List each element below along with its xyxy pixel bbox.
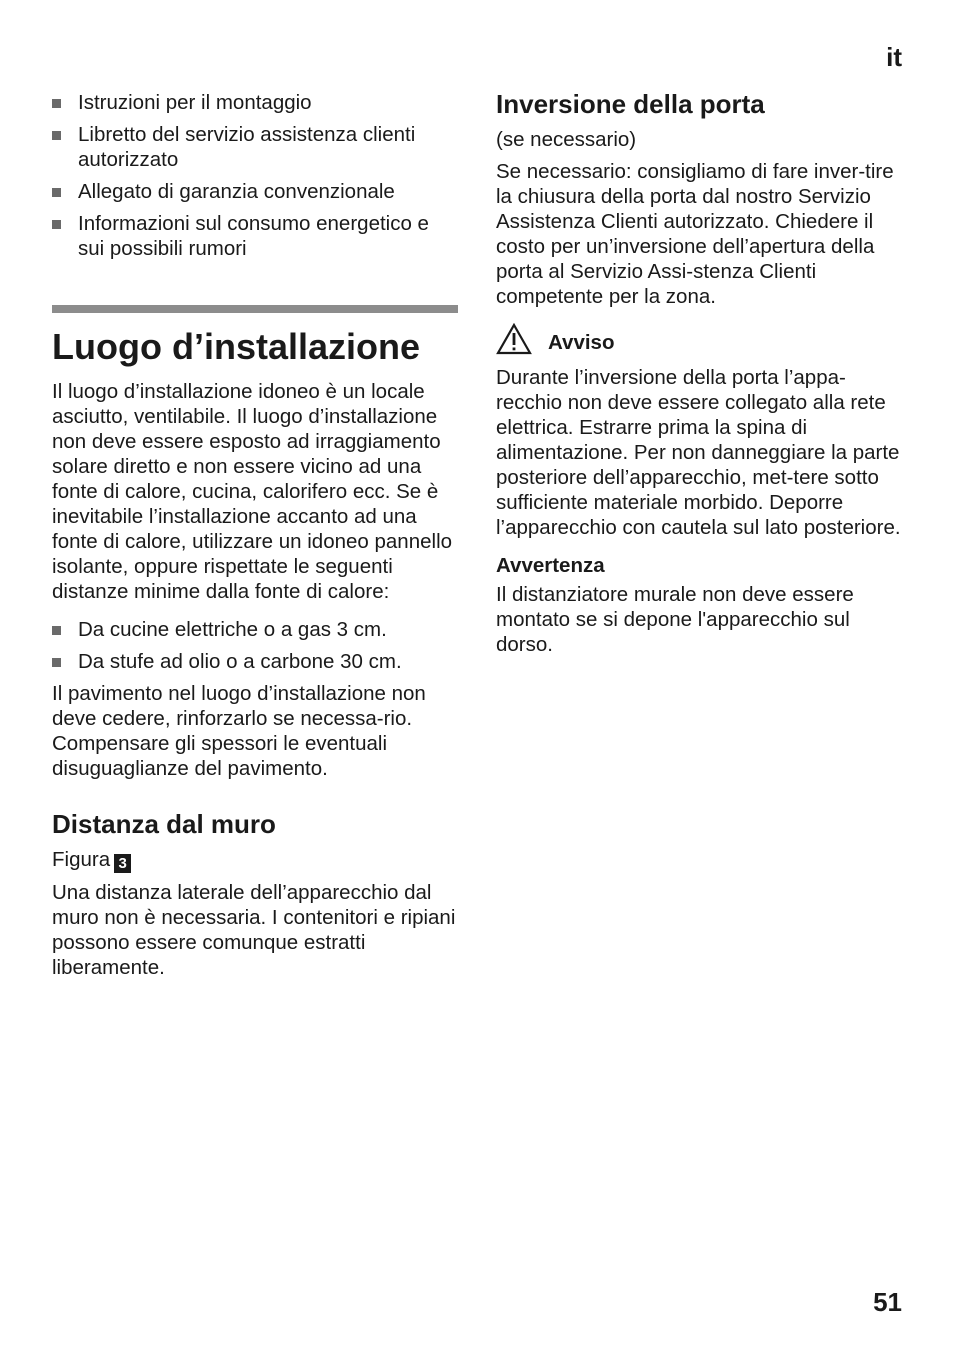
bullet-square-icon: [52, 131, 61, 140]
warning-triangle-icon: [496, 323, 532, 355]
warning-paragraph: Durante l’inversione della porta l’appa-recchio non deve essere collegato alla rete elettrica. Estrarre prima la spina di alimentazione. Per non danneggiare la parte posteriore dell’apparecchio, met-tere sotto sufficiente materiale morbido. Deporre l’apparecchio con cautela sul lato posteriore.: [496, 366, 901, 539]
list-item: Da stufe ad olio o a carbone 30 cm.: [52, 649, 458, 674]
list-item: Da cucine elettriche o a gas 3 cm.: [52, 617, 458, 642]
language-code: it: [886, 42, 902, 72]
door-reversal-title: Inversione della porta: [496, 89, 765, 119]
warning-heading: [496, 323, 902, 355]
page-number: 51: [873, 1287, 902, 1317]
section-divider: [52, 305, 458, 313]
bullet-square-icon: [52, 658, 61, 667]
accessories-list: [52, 90, 458, 261]
list-item: Istruzioni per il montaggio: [52, 90, 458, 115]
list-item: Allegato di garanzia convenzionale: [52, 179, 458, 204]
installation-paragraph: Il luogo d’installazione idoneo è un locale asciutto, ventilabile. Il luogo d’installazione non deve essere esposto ad irraggiamento solare diretto e non essere vicino ad una fonte di calore, cucina, calorifero ecc. Se è inevitabile l’installazione accanto ad una fonte di calore, utilizzare un idoneo pannello isolante, oppure rispettate le seguenti distanze minime dalla fonte di calore:: [52, 380, 453, 603]
door-reversal-paragraph: Se necessario: consigliamo di fare inver-tire la chiusura della porta dal nostro Servizio Assistenza Clienti autorizzato. Chiedere il costo per un’inversione dell’apertura della porta al Servizio Assi-stenza Clienti competente per la zona.: [496, 160, 894, 308]
figure-reference: Figura 3: [52, 847, 458, 873]
bullet-square-icon: [52, 99, 61, 108]
warning-label: Avviso: [548, 331, 615, 354]
bullet-square-icon: [52, 220, 61, 229]
wall-distance-title: Distanza dal muro: [52, 809, 276, 839]
bullet-square-icon: [52, 626, 61, 635]
list-item: Libretto del servizio assistenza clienti autorizzato: [52, 122, 458, 172]
section-title: Luogo d’installazione: [52, 326, 420, 367]
note-paragraph: Il distanziatore murale non deve essere montato se si depone l'apparecchio sul dorso.: [496, 583, 854, 656]
list-item: Informazioni sul consumo energetico e sui possibili rumori: [52, 211, 458, 261]
note-label: Avvertenza: [496, 554, 605, 577]
wall-distance-paragraph: Una distanza laterale dell’apparecchio dal muro non è necessaria. I contenitori e ripiani possono essere comunque estratti liberamente.: [52, 881, 456, 979]
left-column: [52, 0, 458, 980]
floor-paragraph: Il pavimento nel luogo d’installazione non deve cedere, rinforzarlo se necessa-rio. Compensare gli spessori le eventuali disuguaglianze del pavimento.: [52, 682, 426, 780]
door-reversal-subtitle: (se necessario): [496, 128, 637, 151]
right-column: [496, 0, 902, 657]
distance-list: [52, 617, 458, 674]
bullet-square-icon: [52, 188, 61, 197]
figure-number-badge: 3: [114, 854, 131, 873]
